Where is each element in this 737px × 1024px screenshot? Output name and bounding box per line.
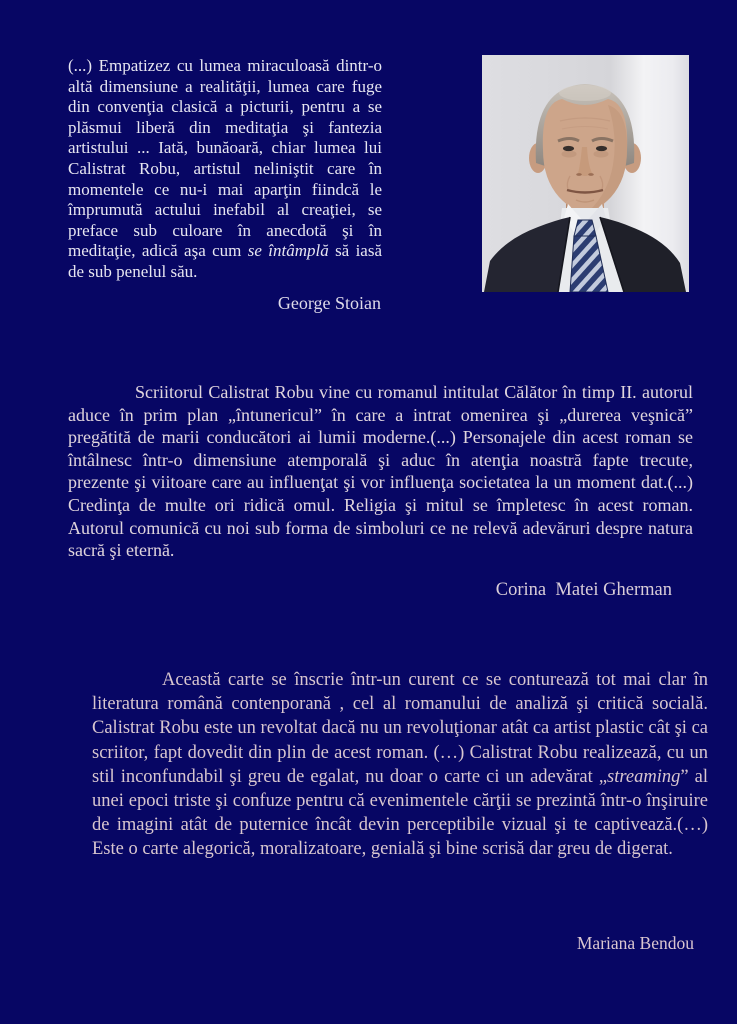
quote-block-stoian (68, 56, 382, 283)
quote-text: (...) Empatizez cu lumea miraculoasă dintr-o altă dimensiune a realităţii, lumea care fuge din convenţia clasică a picturii, pentru a se plăsmui liberă din meditaţia şi fantezia artistului ... Iată, bunăoară, chiar lumea lui Calistrat Robu, artistul neliniştit care în momentele ce nu-i mai aparţin fiindcă le împrumută actului inefabil al creaţiei, se preface sub culoare în anecdotă şi în meditaţie, adică aşa cum se întâmplă să iasă de sub penelul său. (68, 56, 383, 281)
quote-attribution: Corina Matei Gherman (495, 580, 672, 600)
author-portrait-image (482, 55, 689, 292)
quote-attribution: Mariana Bendou (576, 933, 694, 953)
quote-text: Această carte se înscrie într-un curent ce se conturează tot mai clar în literatura română contenporană , cel al romanului de analiză şi critică socială. Calistrat Robu este un revoltat dacă nu un revoluţionar atât ca artist plastic cât şi ca scriitor, fapt dovedit din plin de acest roman. (…) Calistrat Robu realizează, cu un stil inconfundabil şi greu de egalat, nu doar o carte ci un adevărat „streaming” al unei epoci triste şi confuze pentru că evenimentele cărţii se prezintă într-o înşiruire de imagini atât de puternice încât devin perceptibile vizual şi te captivează.(…) Este o carte alegorică, moralizatoare, genială şi bine scrisă dar greu de digerat. (92, 670, 708, 860)
quote-block-gherman (68, 381, 693, 562)
quote-attribution: George Stoian (277, 293, 381, 313)
quote-block-bendou (92, 668, 708, 862)
portrait-photo (482, 55, 689, 292)
quote-text: Scriitorul Calistrat Robu vine cu romanul intitulat Călător în timp II. autorul aduce în prim plan „întunericul” în care a intrat omenirea şi „durerea veşnică” pregătită de marii conducători ai lumii moderne.(...) Personajele din acest roman se întâlnesc într-o dimensiune atemporală şi aduc în atenţia noastră fapte trecute, prezente şi viitoare care au influenţat şi vor influenţa societatea la un moment dat.(...) Credinţa de multe ori ridică omul. Religia şi mitul se împletesc în acest roman. Autorul comunică cu noi sub forma de simboluri ce ne relevă adevăruri despre natura sacră şi eternă. (68, 382, 693, 561)
